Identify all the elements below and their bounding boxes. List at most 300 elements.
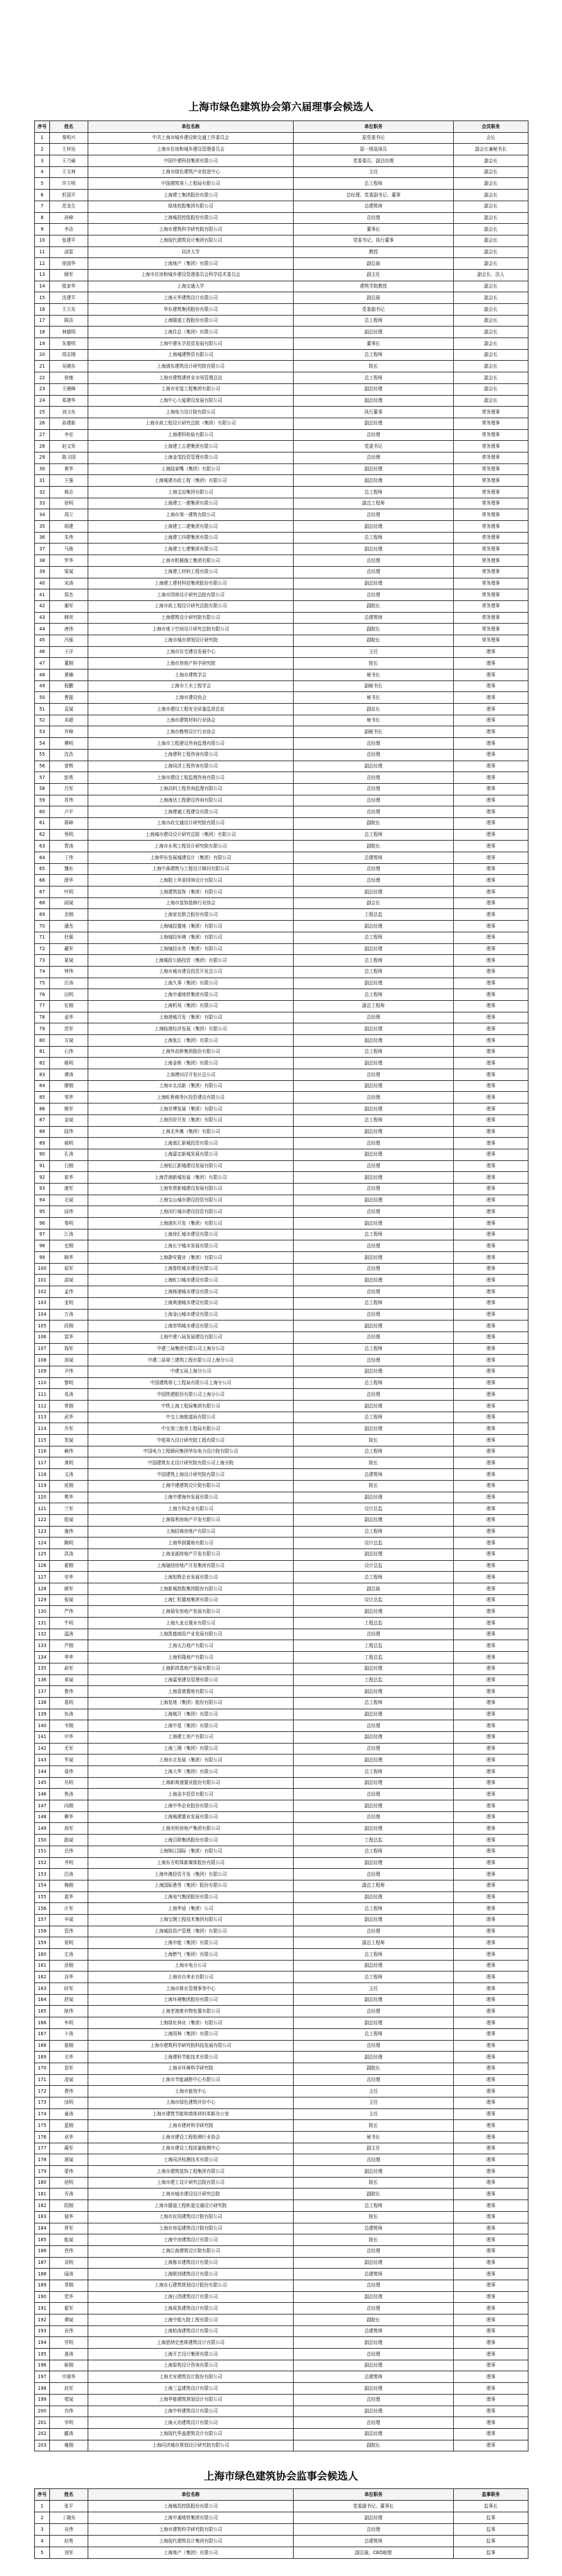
cell-name: 池明 [50, 2177, 88, 2189]
cell-no: 123 [35, 1526, 50, 1538]
cell-unit: 上海久事（集团）有限公司 [88, 978, 294, 989]
cell-no: 203 [35, 2440, 50, 2451]
table-row [35, 589, 528, 601]
cell-no: 57 [35, 772, 50, 784]
cell-name: 汪涛 [50, 978, 88, 989]
cell-no: 7 [35, 201, 50, 212]
cell-position: 理事 [454, 955, 528, 967]
cell-no: 201 [35, 2417, 50, 2429]
cell-no: 127 [35, 1572, 50, 1583]
cell-role: 工程总监 [294, 909, 454, 921]
table-row [35, 1377, 528, 1389]
cell-no: 11 [35, 246, 50, 258]
cell-name: 侯军 [50, 1263, 88, 1275]
cell-position: 理事 [454, 1126, 528, 1138]
cell-position: 理事 [454, 680, 528, 692]
table-row [35, 1835, 528, 1846]
table-row [35, 2325, 528, 2337]
cell-name: 蒙伟 [50, 2166, 88, 2178]
cell-role: 副总经理 [294, 1731, 454, 1743]
cell-name: 宰明 [50, 2417, 88, 2429]
table-row [35, 1446, 528, 1457]
cell-position: 理事 [454, 1652, 528, 1663]
cell-unit: 上海临港经济发展（集团）有限公司 [88, 1023, 294, 1035]
table-row [35, 1846, 528, 1857]
cell-position: 理事 [454, 1343, 528, 1355]
cell-no: 167 [35, 2028, 50, 2040]
cell-role: 总工程师 [294, 1046, 454, 1058]
cell-no: 52 [35, 715, 50, 726]
cell-name: 王文林 [50, 166, 88, 178]
cell-position: 理事 [454, 1606, 528, 1618]
table-row [35, 2536, 528, 2547]
cell-position: 理事 [454, 2417, 528, 2429]
cell-no: 138 [35, 1697, 50, 1709]
cell-position: 理事 [454, 1594, 528, 1606]
cell-no: 158 [35, 1926, 50, 1937]
cell-no: 200 [35, 2406, 50, 2417]
table-row [35, 1972, 528, 1983]
table-row [35, 1275, 528, 1286]
cell-no: 151 [35, 1846, 50, 1857]
table-row [35, 1823, 528, 1835]
cell-name: 郑杰 [50, 589, 88, 601]
cell-unit: 上海外高桥集团股份有限公司 [88, 1046, 294, 1058]
cell-unit: 上海市隧道工程轨道交通设计研究院 [88, 2200, 294, 2212]
cell-no: 6 [35, 190, 50, 201]
cell-no: 60 [35, 806, 50, 818]
cell-role: 秘书长 [294, 669, 454, 681]
cell-no: 197 [35, 2371, 50, 2383]
cell-unit: 上海建工四建集团有限公司 [88, 532, 294, 544]
cell-no: 98 [35, 1240, 50, 1252]
cell-no: 78 [35, 1012, 50, 1023]
cell-name: 翟刚 [50, 1560, 88, 1572]
cell-role: 总建筑师 [294, 2269, 454, 2280]
cell-no: 25 [35, 407, 50, 418]
cell-position: 理事 [454, 1960, 528, 1972]
table-row [35, 841, 528, 852]
cell-role: 总工程师 [294, 1297, 454, 1309]
cell-role: 副院长 [294, 2063, 454, 2074]
cell-role: 副总经理 [294, 2512, 454, 2524]
cell-name: 潘杰 [50, 921, 88, 932]
cell-no: 117 [35, 1457, 50, 1469]
table-row [35, 1583, 528, 1595]
cell-role: 副总经理 [294, 1960, 454, 1972]
cell-unit: 上海嘉里建设管理有限公司 [88, 1674, 294, 1686]
table-row [35, 578, 528, 589]
cell-unit: 中建三局集团有限公司上海分公司 [88, 1343, 294, 1355]
table-row [35, 1126, 528, 1138]
cell-unit: 上海中建东孚投资发展有限公司 [88, 338, 294, 350]
table-row [35, 2547, 528, 2559]
cell-no: 18 [35, 327, 50, 338]
cell-unit: 上海申通地铁集团有限公司 [88, 2512, 294, 2524]
cell-name: 苍伟 [50, 2245, 88, 2257]
cell-name: 钟伟 [50, 966, 88, 978]
cell-no: 34 [35, 509, 50, 521]
cell-role: 党委委员、副总经理 [294, 155, 454, 167]
cell-role: 总经理 [294, 589, 454, 601]
cell-no: 75 [35, 978, 50, 989]
cell-role: 工程总监 [294, 1618, 454, 1629]
cell-unit: 上海宝冶集团有限公司 [88, 487, 294, 498]
cell-no: 130 [35, 1606, 50, 1618]
cell-role: 主任 [294, 646, 454, 658]
cell-no: 55 [35, 749, 50, 761]
cell-position: 理事 [454, 1229, 528, 1240]
cell-no: 65 [35, 863, 50, 875]
cell-unit: 上海市建设工程安全质量监督总站 [88, 704, 294, 715]
cell-no: 170 [35, 2063, 50, 2074]
cell-role: 副院长 [294, 841, 454, 852]
table-row [35, 2108, 528, 2120]
cell-position: 理事 [454, 2349, 528, 2360]
table-row [35, 395, 528, 407]
cell-position: 理事 [454, 1811, 528, 1823]
cell-role: 副总经理 [294, 1023, 454, 1035]
table-row [35, 429, 528, 441]
cell-unit: 上海中建建筑设计院有限公司 [88, 1480, 294, 1492]
cell-unit: 上海虹桥商务区投资建设有限公司 [88, 1092, 294, 1104]
table-row [35, 178, 528, 190]
cell-role: 总工程师 [294, 315, 454, 327]
table-row [35, 2154, 528, 2166]
cell-role: 总经理 [294, 1309, 454, 1321]
table-row [35, 1058, 528, 1069]
cell-role: 副总经理 [294, 2291, 454, 2303]
table-row [35, 532, 528, 544]
cell-name: 孙建新 [50, 418, 88, 429]
cell-no: 133 [35, 1640, 50, 1652]
cell-no: 5 [35, 2547, 50, 2559]
cell-position: 理事 [454, 692, 528, 704]
cell-position: 常务理事 [454, 532, 528, 544]
cell-unit: 上海建科检验有限公司 [88, 429, 294, 441]
cell-role: 总经理 [294, 783, 454, 795]
cell-no: 74 [35, 966, 50, 978]
cell-unit: 中国电力工程顾问集团华东电力设计院有限公司 [88, 1446, 294, 1457]
cell-position: 理事 [454, 2406, 528, 2417]
cell-unit: 上海尤安建筑设计股份有限公司 [88, 2371, 294, 2383]
cell-role: 副总工程师 [294, 1880, 454, 1891]
cell-unit: 上海光明房地产集团有限公司 [88, 1823, 294, 1835]
cell-role: 秘书长 [294, 692, 454, 704]
table-row [35, 1012, 528, 1023]
table-row [35, 475, 528, 487]
cell-no: 63 [35, 841, 50, 852]
cell-unit: 上海恒隆地产有限公司 [88, 1652, 294, 1663]
cell-position: 副会长 [454, 372, 528, 384]
cell-role: 总经理 [294, 2074, 454, 2086]
cell-position: 理事 [454, 1526, 528, 1538]
table-row [35, 521, 528, 533]
table-row [35, 361, 528, 372]
cell-role: 副总经理 [294, 1252, 454, 1264]
cell-position: 理事 [454, 2211, 528, 2223]
cell-no: 194 [35, 2337, 50, 2349]
cell-unit: 上海闵行城市建设投资有限公司 [88, 1206, 294, 1218]
cell-no: 141 [35, 1731, 50, 1743]
cell-role: 总经理 [294, 2303, 454, 2314]
cell-unit: 上海高科工程咨询监理有限公司 [88, 783, 294, 795]
cell-no: 12 [35, 258, 50, 270]
cell-no: 114 [35, 1423, 50, 1435]
cell-no: 147 [35, 1800, 50, 1812]
table-row [35, 1538, 528, 1549]
cell-name: 孟伟 [50, 1286, 88, 1298]
table-row [35, 932, 528, 943]
cell-name: 郁华 [50, 2211, 88, 2223]
table-row [35, 2040, 528, 2052]
table-row [35, 144, 528, 155]
cell-name: 朱黎明 [50, 338, 88, 350]
cell-position: 常务理事 [454, 418, 528, 429]
table-row [35, 1960, 528, 1972]
cell-no: 4 [35, 2536, 50, 2547]
cell-role: 总经理 [294, 806, 454, 818]
cell-unit: 上海市环境科学研究院 [88, 2063, 294, 2074]
cell-role: 副总经理 [294, 383, 454, 395]
cell-role: 执行董事 [294, 407, 454, 418]
cell-position: 理事 [454, 943, 528, 955]
cell-name: 伍涛 [50, 1709, 88, 1720]
cell-role: 总经理 [294, 2394, 454, 2406]
cell-role: 总经理 [294, 1811, 454, 1823]
cell-role: 总经理 [294, 1629, 454, 1640]
cell-no: 3 [35, 155, 50, 167]
cell-no: 142 [35, 1743, 50, 1755]
cell-no: 17 [35, 315, 50, 327]
cell-name: 忻国平 [50, 190, 88, 201]
table-row [35, 1800, 528, 1812]
cell-unit: 上海金茂投资管理有限公司 [88, 452, 294, 463]
cell-role: 总建筑师 [294, 2223, 454, 2234]
cell-unit: 上海三湘（集团）有限公司 [88, 1743, 294, 1755]
table-row [35, 2383, 528, 2395]
cell-role: 总工程师 [294, 1114, 454, 1126]
table-row [35, 921, 528, 932]
cell-name: 傅明 [50, 738, 88, 750]
cell-name: 黄华 [50, 463, 88, 475]
cell-position: 理事 [454, 1183, 528, 1195]
cell-unit: 上海市北发展（集团）有限公司 [88, 1755, 294, 1766]
cell-unit: 上海市建材科学研究院 [88, 2120, 294, 2132]
cell-name: 劳明 [50, 2337, 88, 2349]
cell-no: 182 [35, 2200, 50, 2212]
cell-unit: 上海市建设协会 [88, 692, 294, 704]
cell-position: 理事 [454, 1640, 528, 1652]
cell-no: 105 [35, 1321, 50, 1332]
cell-no: 178 [35, 2154, 50, 2166]
cell-role: 总工程师 [294, 1903, 454, 1915]
cell-position: 理事 [454, 1275, 528, 1286]
cell-role: 工程总监 [294, 1652, 454, 1663]
cell-name: 樊华 [50, 1492, 88, 1503]
cell-name: 丁伟 [50, 852, 88, 864]
cell-name: 鲁伟 [50, 1686, 88, 1698]
cell-unit: 上海国际港务（集团）股份有限公司 [88, 1880, 294, 1891]
table-row [35, 1149, 528, 1160]
cell-no: 131 [35, 1618, 50, 1629]
table-row [35, 680, 528, 692]
cell-position: 常务理事 [454, 452, 528, 463]
cell-unit: 上海市装饰装修行业协会 [88, 897, 294, 909]
cell-name: 白刚 [50, 1160, 88, 1172]
table-row [35, 2234, 528, 2246]
cell-role: 院长 [294, 361, 454, 372]
table-row [35, 327, 528, 338]
cell-no: 27 [35, 429, 50, 441]
cell-unit: 上海市电力公司 [88, 1960, 294, 1972]
cell-role: 总工程师 [294, 1949, 454, 1961]
cell-no: 128 [35, 1583, 50, 1595]
table-row [35, 1331, 528, 1343]
cell-name: 安华 [50, 1572, 88, 1583]
cell-name: 范军 [50, 1023, 88, 1035]
cell-position: 副会长 [454, 292, 528, 304]
cell-position: 理事 [454, 1697, 528, 1709]
cell-no: 177 [35, 2143, 50, 2154]
cell-position: 理事 [454, 2223, 528, 2234]
table-row [35, 1160, 528, 1172]
cell-name: 尹伟 [50, 1366, 88, 1377]
cell-name: 杜强 [50, 932, 88, 943]
cell-unit: 上海绿化林业（集团）有限公司 [88, 2017, 294, 2029]
cell-role: 总经理 [294, 2280, 454, 2291]
table-row [35, 1286, 528, 1298]
table-row [35, 829, 528, 841]
cell-position: 理事 [454, 1983, 528, 1995]
cell-no: 70 [35, 921, 50, 932]
cell-name: 辛斌 [50, 1914, 88, 1926]
cell-role: 总工程师 [294, 1846, 454, 1857]
cell-role: 总经理 [294, 1092, 454, 1104]
cell-role: 党委书记、执行董事 [294, 235, 454, 246]
cell-no: 101 [35, 1275, 50, 1286]
cell-position: 副会长 [454, 201, 528, 212]
cell-position: 常务理事 [454, 407, 528, 418]
cell-no: 42 [35, 600, 50, 612]
cell-unit: 上海仁恒置地集团有限公司 [88, 1594, 294, 1606]
cell-no: 163 [35, 1983, 50, 1995]
header-no: 序号 [35, 121, 50, 133]
cell-position: 理事 [454, 646, 528, 658]
cell-no: 109 [35, 1366, 50, 1377]
cell-name: 毛斌 [50, 1195, 88, 1206]
cell-no: 102 [35, 1286, 50, 1298]
table-row [35, 1983, 528, 1995]
cell-position: 理事 [454, 1252, 528, 1264]
cell-unit: 上海中建八局发展建设有限公司 [88, 1331, 294, 1343]
cell-position: 常务理事 [454, 578, 528, 589]
cell-role: 总工程师 [294, 1697, 454, 1709]
cell-name: 廖刚 [50, 1080, 88, 1092]
cell-name: 卜涛 [50, 2028, 88, 2040]
cell-name: 叶明 [50, 887, 88, 898]
cell-unit: 上海普陀城市建设有限公司 [88, 1263, 294, 1275]
table-row [35, 2245, 528, 2257]
cell-position: 理事 [454, 1709, 528, 1720]
cell-role: 副总经理 [294, 395, 454, 407]
cell-no: 119 [35, 1480, 50, 1492]
cell-unit: 中建五局上海分公司 [88, 1366, 294, 1377]
cell-role: 总工程师 [294, 1343, 454, 1355]
table-row [35, 2406, 528, 2417]
table-row [35, 1548, 528, 1560]
cell-no: 93 [35, 1183, 50, 1195]
cell-unit: 中国建筑第八工程局有限公司 [88, 178, 294, 190]
cell-role: 总经理 [294, 1389, 454, 1401]
table-row [35, 704, 528, 715]
table-row [35, 190, 528, 201]
cell-no: 33 [35, 498, 50, 509]
cell-name: 蓝刚 [50, 2120, 88, 2132]
cell-role: 副总经理 [294, 1548, 454, 1560]
table-row [35, 2314, 528, 2326]
table-row [35, 2177, 528, 2189]
cell-no: 168 [35, 2040, 50, 2052]
cell-position: 副会长 [454, 258, 528, 270]
cell-unit: 上海建工集团股份有限公司 [88, 190, 294, 201]
cell-unit: 上海南汇新城投资有限公司 [88, 1138, 294, 1149]
cell-unit: 上海市城市建设设计研究总院 [88, 2189, 294, 2200]
cell-position: 理事 [454, 1492, 528, 1503]
cell-name: 张建平 [50, 235, 88, 246]
cell-role: 副总经理 [294, 761, 454, 772]
cell-name: 党华 [50, 2291, 88, 2303]
table-row [35, 1560, 528, 1572]
cell-name: 顾华 [50, 1252, 88, 1264]
cell-unit: 上海市工程建设咨询监理有限公司 [88, 738, 294, 750]
cell-position: 理事 [454, 1755, 528, 1766]
cell-position: 理事 [454, 852, 528, 864]
cell-role: 院长 [294, 2234, 454, 2246]
cell-position: 理事 [454, 2245, 528, 2257]
cell-no: 16 [35, 304, 50, 316]
cell-name: 谭涛 [50, 1069, 88, 1081]
cell-unit: 上海市城市规划设计研究院 [88, 635, 294, 646]
cell-role: 副总经理 [294, 1321, 454, 1332]
cell-no: 20 [35, 349, 50, 361]
cell-role: 总经理 [294, 1743, 454, 1755]
table-row [35, 761, 528, 772]
cell-position: 理事 [454, 1035, 528, 1047]
cell-position: 副会长 [454, 338, 528, 350]
cell-role: 副总裁 [294, 292, 454, 304]
cell-position: 理事 [454, 1286, 528, 1298]
table-row [35, 1366, 528, 1377]
cell-name: 庄军 [50, 1903, 88, 1915]
cell-role: 主任 [294, 166, 454, 178]
cell-role: 总经理 [294, 555, 454, 567]
table-row [35, 624, 528, 635]
header-position: 监事职务 [454, 2489, 528, 2501]
cell-role: 工程总监 [294, 1835, 454, 1846]
table-row [35, 338, 528, 350]
cell-role: 院长 [294, 2177, 454, 2189]
table-row [35, 2501, 528, 2512]
cell-position: 理事 [454, 2303, 528, 2314]
table-row [35, 1743, 528, 1755]
cell-role: 总工程师 [294, 532, 454, 544]
cell-role: 副总经理 [294, 418, 454, 429]
cell-name: 殷斌 [50, 1514, 88, 1526]
cell-position: 监事 [454, 2524, 528, 2536]
cell-role: 总经理 [294, 1240, 454, 1252]
cell-no: 44 [35, 624, 50, 635]
